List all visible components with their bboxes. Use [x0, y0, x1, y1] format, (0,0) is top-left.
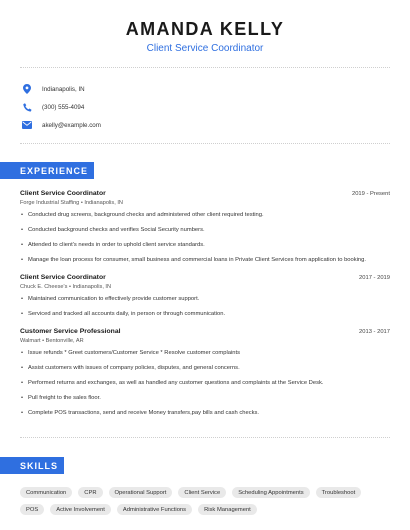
bullet-item: • Assist customers with issues of company policies, disputes, and general concerns. [20, 365, 390, 372]
job-company: Walmart • Bentonville, AR [20, 338, 84, 344]
skill-chip: CPR [78, 487, 102, 498]
bullet-item: • Maintained communication to effectively provide customer support. [20, 296, 390, 303]
location-text: Indianapolis, IN [42, 85, 85, 93]
skills-heading: SKILLS [0, 457, 64, 474]
bullet-item: • Manage the loan process for consumer, small business and commercial loans in Private Client Services from application to booking. [20, 257, 390, 264]
header-divider [20, 67, 390, 68]
location-pin-icon [22, 84, 32, 94]
job-entry [20, 328, 390, 425]
email-text: akelly@example.com [42, 121, 101, 129]
job-bullets [20, 350, 390, 417]
skills-list [20, 487, 390, 515]
bullet-item: • Serviced and tracked all accounts daily, in person or through communication. [20, 311, 390, 318]
resume-header [0, 0, 410, 55]
bullet-item: • Conducted background checks and verifies Social Security numbers. [20, 227, 390, 234]
job-company: Forge Industrial Staffing • Indianapolis, IN [20, 200, 123, 206]
skill-chip: Active Involvement [50, 504, 111, 515]
bullet-item: • Pull freight to the sales floor. [20, 395, 390, 402]
skill-chip: Client Service [178, 487, 226, 498]
job-dates: 2017 - 2019 [359, 275, 390, 281]
job-title: Client Service Coordinator [20, 190, 106, 197]
skill-chip: Scheduling Appointments [232, 487, 309, 498]
job-dates: 2013 - 2017 [359, 329, 390, 335]
email-icon [22, 120, 32, 130]
skill-chip: Troubleshoot [316, 487, 362, 498]
job-bullets [20, 212, 390, 264]
bullet-item: • Attended to client's needs in order to uphold client service standards. [20, 242, 390, 249]
skill-chip: Communication [20, 487, 72, 498]
contact-divider [20, 143, 390, 144]
contact-location [22, 82, 222, 96]
experience-heading: EXPERIENCE [0, 162, 94, 179]
skill-chip: POS [20, 504, 44, 515]
experience-divider [20, 437, 390, 438]
bullet-item: • Conducted drug screens, background checks and administered other client required testing. [20, 212, 390, 219]
job-title: Client Service Coordinator [20, 274, 106, 281]
candidate-name: AMANDA KELLY [125, 19, 285, 39]
phone-text: (300) 555-4094 [42, 103, 85, 111]
contact-email [22, 118, 222, 132]
skill-chip: Operational Support [109, 487, 173, 498]
bullet-item: • Complete POS transactions, send and receive Money transfers,pay bills and cash checks. [20, 410, 390, 417]
contact-phone [22, 100, 222, 114]
job-entry [20, 190, 390, 272]
phone-icon [22, 102, 32, 112]
job-bullets [20, 296, 390, 318]
bullet-item: • Performed returns and exchanges, as well as handled any customer questions and complaints at the Service Desk. [20, 380, 390, 387]
bullet-item: • Issue refunds * Greet customers/Customer Service * Resolve customer complaints [20, 350, 390, 357]
skill-chip: Administrative Functions [117, 504, 192, 515]
job-company: Chuck E. Cheese's • Indianapolis, IN [20, 284, 112, 290]
job-dates: 2019 - Present [351, 191, 390, 197]
candidate-title: Client Service Coordinator [146, 43, 264, 54]
job-entry [20, 274, 390, 326]
skill-chip: Risk Management [198, 504, 257, 515]
job-title: Customer Service Professional [20, 328, 121, 335]
